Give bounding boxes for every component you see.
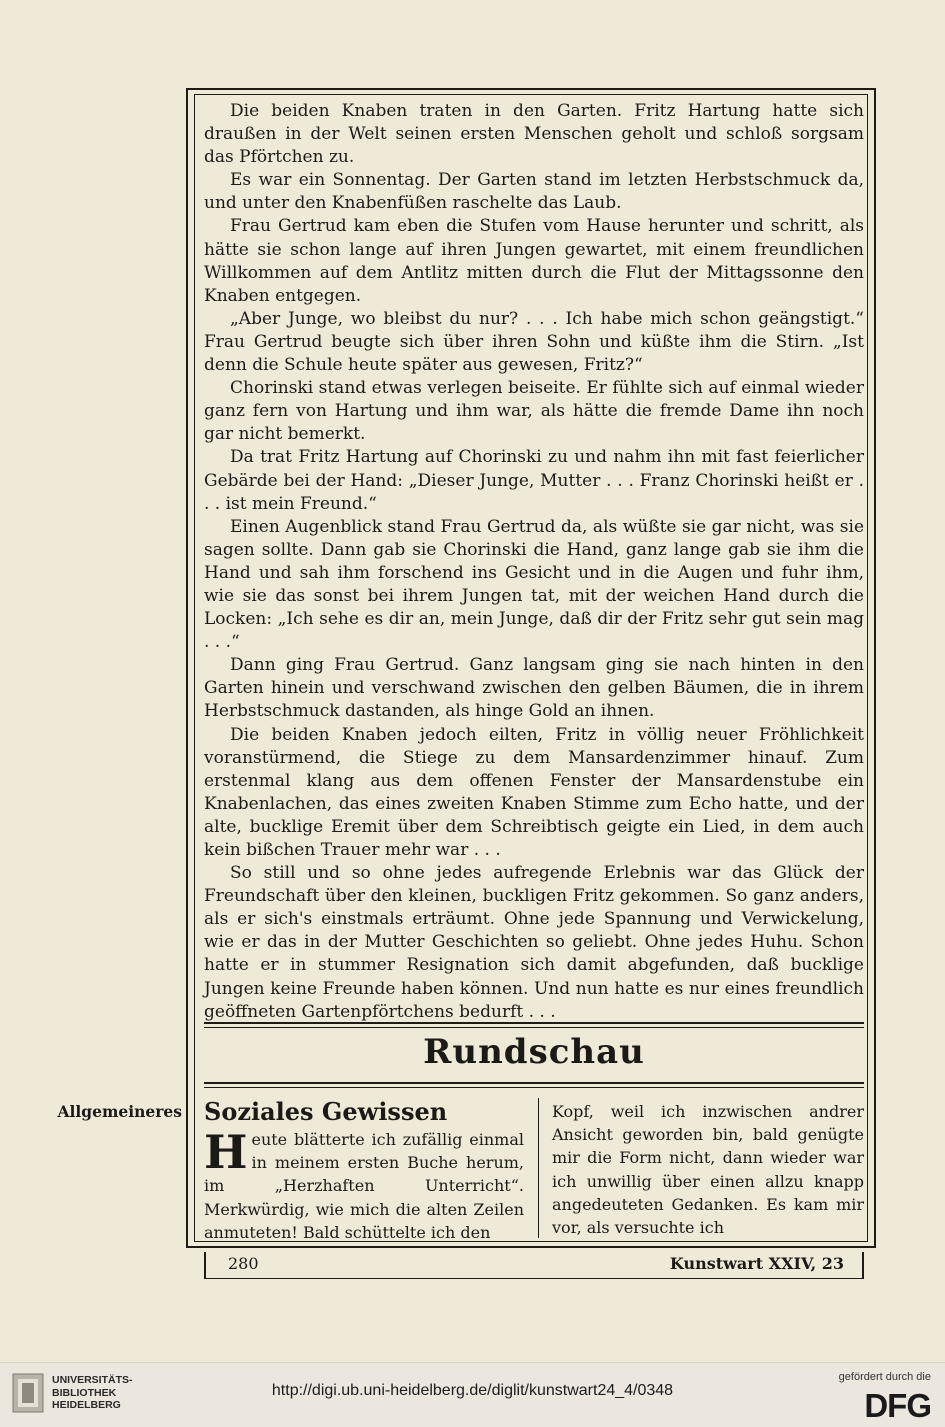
section-rule-top [204,1022,864,1024]
story-text [204,100,864,1024]
library-name-line: BIBLIOTHEK [52,1386,117,1399]
story-paragraph: Es war ein Sonnentag. Der Garten stand im letzten Herbstschmuck da, und unter den Knabenfüßen raschelte das Laub. [204,170,864,214]
dfg-logo: DFG [864,1387,931,1424]
section-title: Rundschau [423,1032,645,1072]
margin-label: Allgemeineres [57,1102,182,1121]
source-url[interactable]: http://digi.ub.uni-heidelberg.de/diglit/kunstwart24_4/0348 [271,1382,674,1399]
footer-rule [204,1278,864,1279]
story-paragraph: Die beiden Knaben traten in den Garten. Fritz Hartung hatte sich draußen in der Welt seinen ersten Menschen geholt und schloß sorgsam das Pförtchen zu. [204,101,864,168]
page-number: 280 [228,1254,259,1273]
archive-bar [0,1362,945,1427]
article-text-right: Kopf, weil ich inzwischen andrer Ansicht geworden bin, bald genügte mir die Form nicht, dann wieder war ich unwillig über einen allzu knapp angedeuteten Gedanken. Es kam mir vor, als versuchte ich [552,1102,864,1238]
column-divider [538,1098,539,1238]
library-name-line: HEIDELBERG [52,1399,121,1411]
story-paragraph: Frau Gertrud kam eben die Stufen vom Hause herunter und schritt, als hätte sie schon lange auf ihren Jungen gewartet, mit einem freundlichen Willkommen auf dem Antlitz mitten durch die Flut der Mittagssonne den Knaben entgegen. [204,216,864,306]
article-column-right [552,1100,864,1239]
section-rule-bottom-thin [204,1087,864,1088]
story-paragraph: So still und so ohne jedes aufregende Erlebnis war das Glück der Freundschaft über den kleinen, buckligen Fritz gekommen. So ganz anders, als er sich's einstmals erträumt. Ohne jede Spannung und Verwickelung, wie er das in der Mutter Geschichten so geliebt. Ohne jedes Huhu. Schon hatte er in stummer Resignation sich damit abgefunden, daß bucklige Jungen keine Freunde haben können. Und nun hatte es nur eines freundlich geöffneten Gartenpförtchens bedurft . . . [204,863,864,1022]
library-name-line: UNIVERSITÄTS- [52,1374,133,1386]
section-rule-bottom [204,1082,864,1084]
section-rule-top-thin [204,1027,864,1028]
article-text-left [204,1125,524,1244]
story-paragraph: „Aber Junge, wo bleibst du nur? . . . Ich habe mich schon geängstigt.“ Frau Gertrud beugte sich über ihren Sohn und küßte ihm die Stirn. „Ist denn die Schule heute später aus gewesen, Fritz?“ [204,308,864,376]
drop-cap: H [204,1125,248,1179]
article-title: Soziales Gewissen [204,1097,448,1126]
funding-note: gefördert durch die [838,1371,931,1383]
article-text-left-body: eute blätterte ich zufällig einmal in meinem ersten Buche herum, im „Herzhaften Unterricht“. Merkwürdig, wie mich die alten Zeilen anmuteten! Bald schüttelte ich den [204,1130,524,1242]
page-footer [204,1252,864,1278]
story-paragraph: Chorinski stand etwas verlegen beiseite. Er fühlte sich auf einmal wieder ganz fern von Hartung und ihm war, als hätte die fremde Dame ihn noch gar nicht bemerkt. [204,378,864,445]
article-column-left [204,1098,524,1244]
story-paragraph: Einen Augenblick stand Frau Gertrud da, als wüßte sie gar nicht, was sie sagen sollte. Dann gab sie Chorinski die Hand, ganz lange gab sie ihm die Hand und sah ihm forschend ins Gesicht und in die Augen und fuhr ihm, wie sie das sonst bei ihrem Jungen tat, mit der weichen Hand durch die Locken: „Ich sehe es dir an, mein Junge, daß dir der Fritz sehr gut sein mag . . .“ [204,516,864,653]
story-paragraph: Dann ging Frau Gertrud. Ganz langsam ging sie nach hinten in den Garten hinein und verschwand zwischen den gelben Bäumen, die in ihrem Herbstschmuck dastanden, als hinge Gold an ihnen. [204,655,864,722]
story-paragraph: Die beiden Knaben jedoch eilten, Fritz in völlig neuer Fröhlichkeit voranstürmend, die Stiege zu dem Mansardenzimmer hinauf. Zum erstenmal klang aus dem offenen Fenster der Mansardenstube ein Knabenlachen, das eines zweiten Knaben Stimme zum Echo hatte, und der alte, bucklige Eremit über dem Schreibtisch geigte ein Lied, in dem auch kein bißchen Trauer mehr war . . . [204,724,864,860]
journal-reference: Kunstwart XXIV, 23 [669,1254,844,1273]
story-paragraph: Da trat Fritz Hartung auf Chorinski zu und nahm ihn mit fast feierlicher Gebärde bei der Hand: „Dieser Junge, Mutter . . . Franz Chorinski heißt er . . . ist mein Freund.“ [204,447,864,514]
